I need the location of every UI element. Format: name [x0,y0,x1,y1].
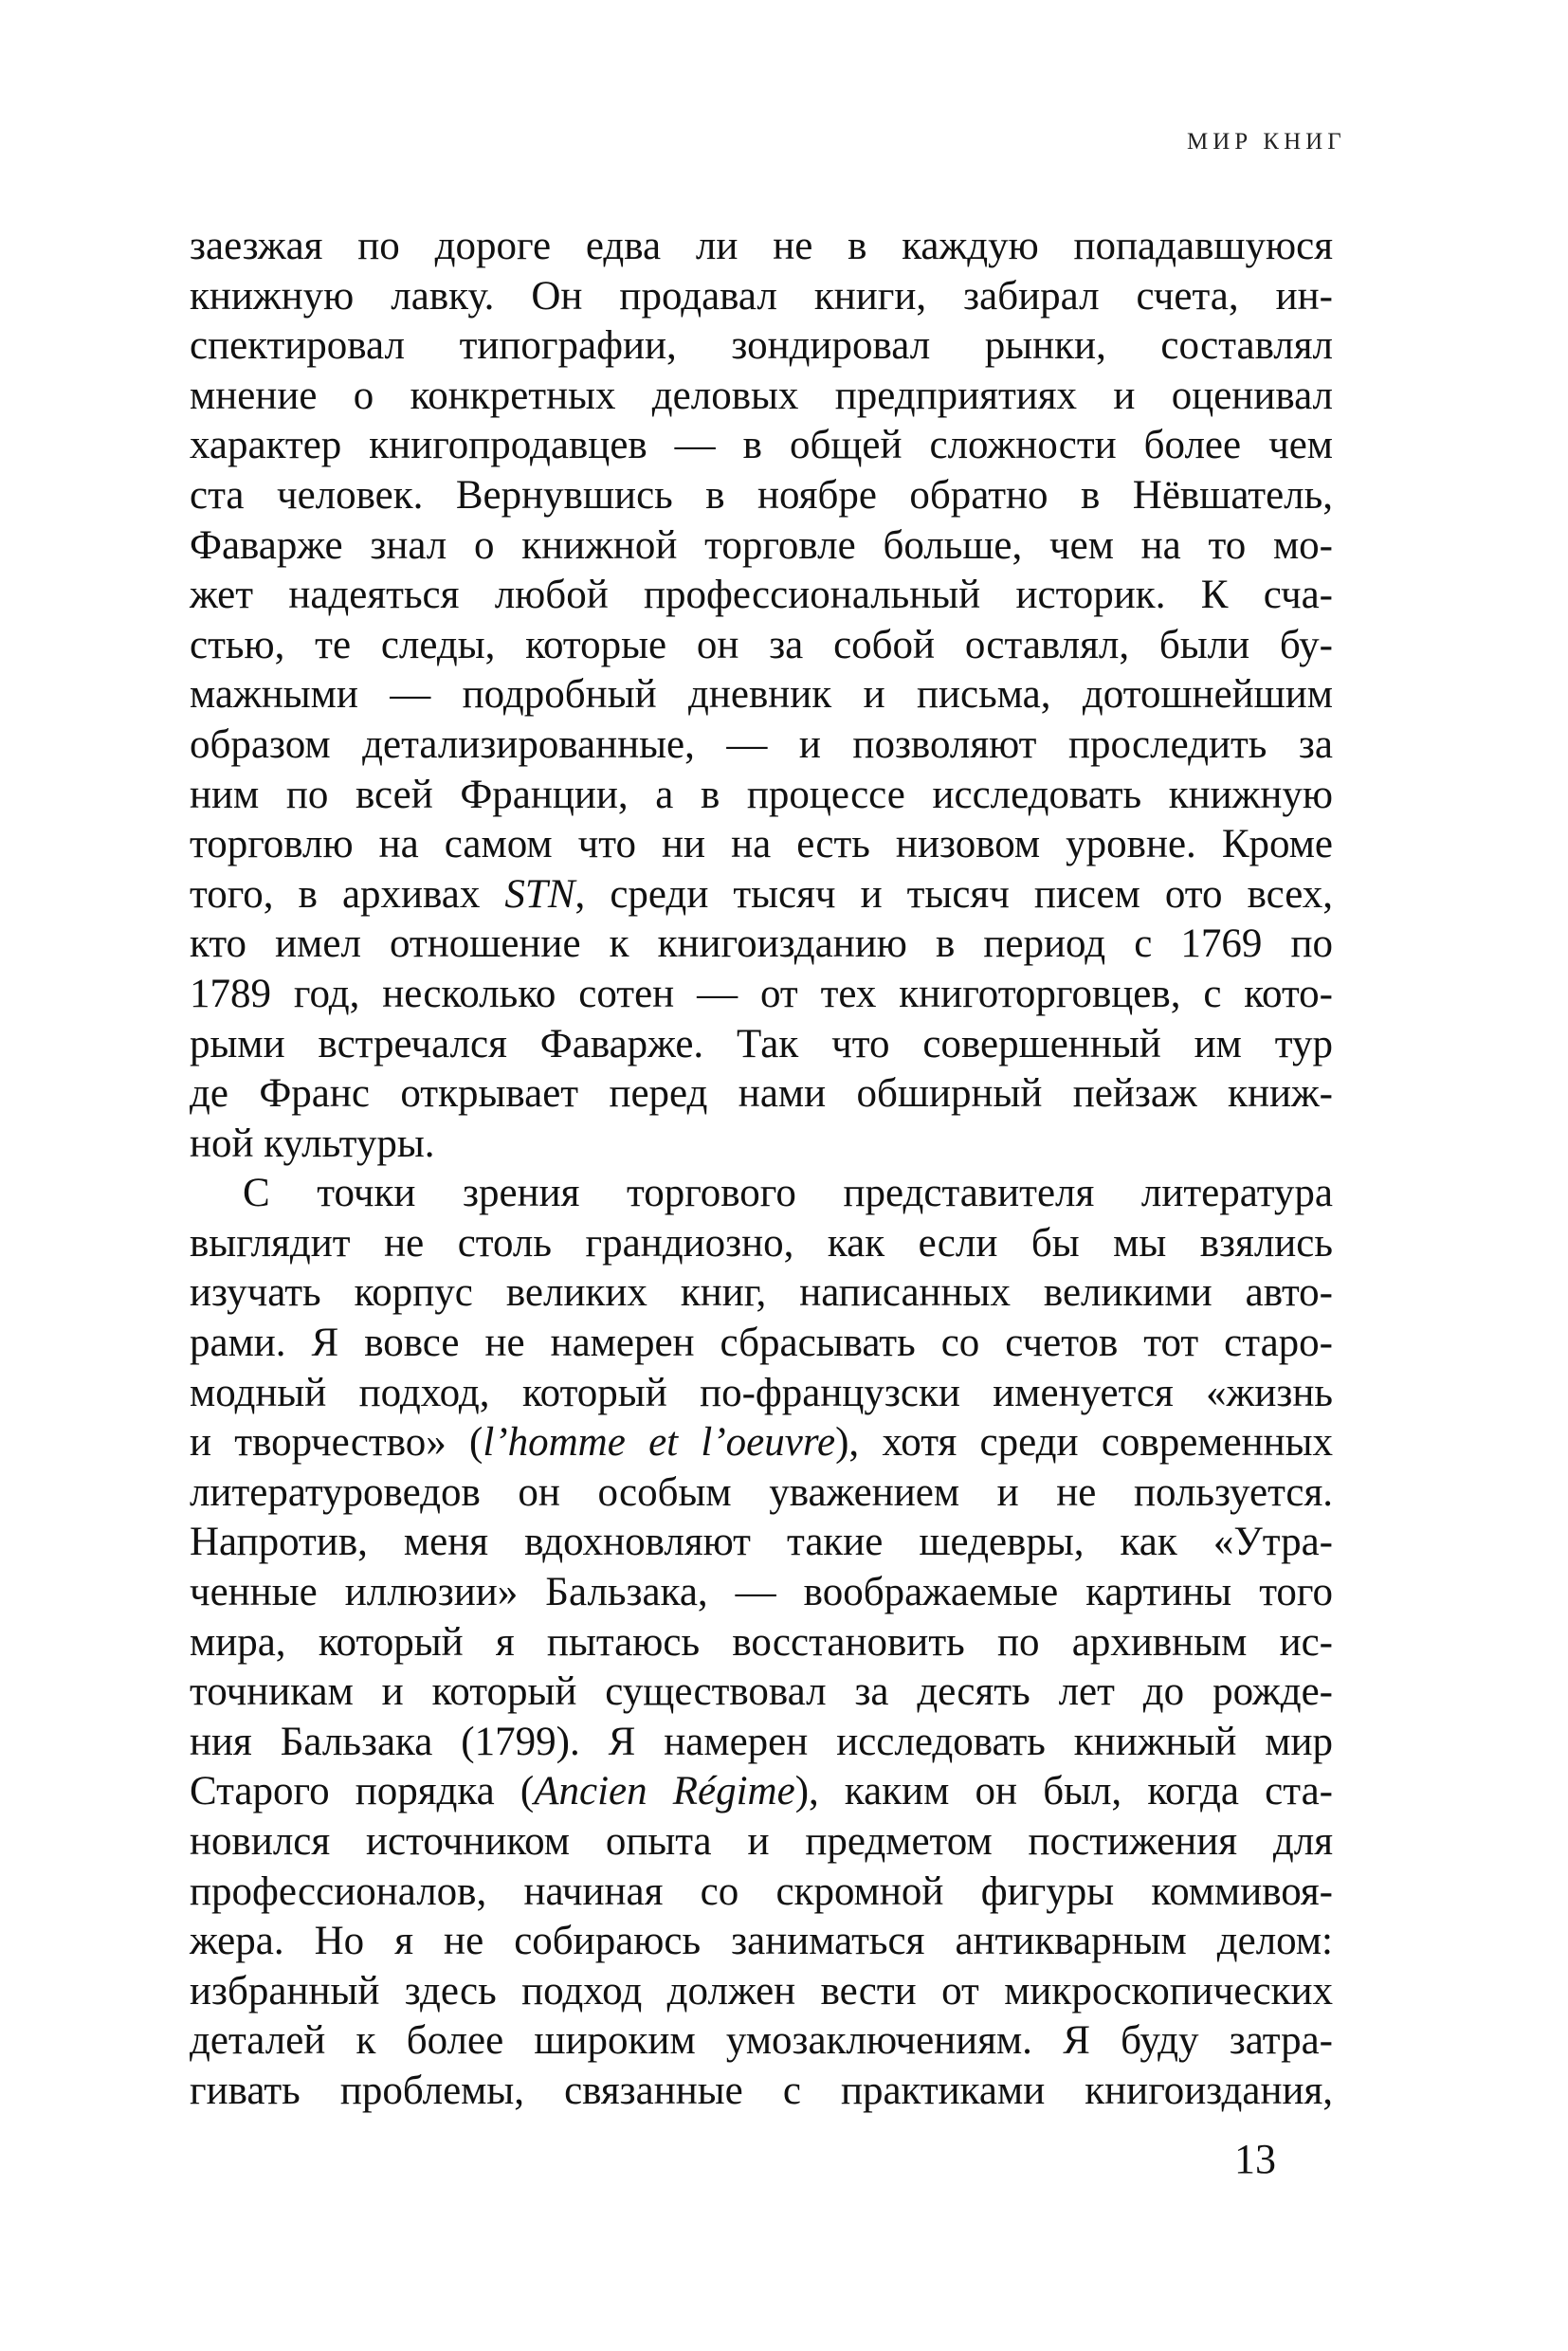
text-line: стью, те следы, которые он за собой оставлял, были бу- [190,622,1333,667]
italic-term: Ancien Régime [534,1769,795,1814]
text-line: рыми встречался Фаварже. Так что совершенный им тур [190,1021,1333,1066]
text-line: выглядит не столь грандиозно, как если бы мы взялись [190,1220,1333,1266]
text-line: книжную лавку. Он продавал книги, забирал счета, ин- [190,273,1333,319]
text-line: изучать корпус великих книг, написанных великими авто- [190,1270,1333,1316]
text-line: деталей к более широким умозаключениям. Я буду затра- [190,2018,1333,2064]
text-line: кто имел отношение к книгоизданию в период с 1769 по [190,921,1333,967]
text-line: гивать проблемы, связанные с практиками книгоиздания, [190,2068,1333,2113]
text-line: ста человек. Вернувшись в ноябре обратно в Нёвшатель, [190,472,1333,518]
text-line: новился источником опыта и предметом постижения для [190,1819,1333,1864]
text-line: Фаварже знал о книжной торговле больше, чем на то мо- [190,522,1333,568]
text-line: спектировал типографии, зондировал рынки, составлял [190,323,1333,369]
text-line: С точки зрения торгового представителя литература [243,1171,1333,1216]
text-line: модный подход, который по-французски именуется «жизнь [190,1370,1333,1415]
text-line: жет надеяться любой профессиональный историк. К сча- [190,573,1333,618]
text-line: образом детализированные, — и позволяют проследить за [190,721,1333,767]
text-line: ним по всей Франции, а в процессе исследовать книжную [190,772,1333,817]
text-line: рами. Я вовсе не намерен сбрасывать со счетов тот старо- [190,1321,1333,1366]
text-line: ченные иллюзии» Бальзака, — воображаемые картины того [190,1570,1333,1615]
paragraph [190,222,1333,1169]
text-line: точникам и который существовал за десять лет до рожде- [190,1669,1333,1715]
text-line: избранный здесь подход должен вести от микроскопических [190,1968,1333,2014]
text-line: литературоведов он особым уважением и не пользуется. [190,1469,1333,1515]
text-line: заезжая по дороге едва ли не в каждую попадавшуюся [190,224,1333,268]
text-line: мнение о конкретных деловых предприятиях и оценивал [190,373,1333,418]
text-line: торговлю на самом что ни на есть низовом уровне. Кроме [190,822,1333,867]
running-head: МИР КНИГ [1187,129,1346,155]
italic-term: STN [504,871,575,917]
text-line: мажными — подробный дневник и письма, дотошнейшим [190,672,1333,718]
text-line: Напротив, меня вдохновляют такие шедевры, как «Утра- [190,1520,1333,1565]
text-line: жера. Но я не собираюсь заниматься антикварным делом: [190,1919,1333,1964]
text-line: того, в архивах STN, среди тысяч и тысяч писем ото всех, [190,871,1333,917]
text-line: и творчество» (l’homme et l’oeuvre), хотя среди современных [190,1420,1334,1466]
text-line: характер книгопродавцев — в общей сложности более чем [190,423,1333,468]
text-line: ной культуры. [190,1121,435,1166]
italic-term: l’homme et l’oeuvre [483,1420,836,1466]
text-line: Старого порядка (Ancien Régime), каким он был, когда ста- [190,1769,1333,1814]
body-text [190,222,1333,2117]
page-number: 13 [1234,2136,1276,2182]
text-line: мира, который я пытаюсь восстановить по архивным ис- [190,1619,1333,1665]
text-line: ния Бальзака (1799). Я намерен исследовать книжный мир [190,1719,1333,1764]
paragraph [190,1169,1333,2116]
text-line: 1789 год, несколько сотен — от тех книготорговцев, с кото- [190,971,1333,1016]
text-line: профессионалов, начиная со скромной фигуры коммивоя- [190,1868,1333,1914]
text-line: де Франс открывает перед нами обширный пейзаж книж- [190,1071,1333,1117]
